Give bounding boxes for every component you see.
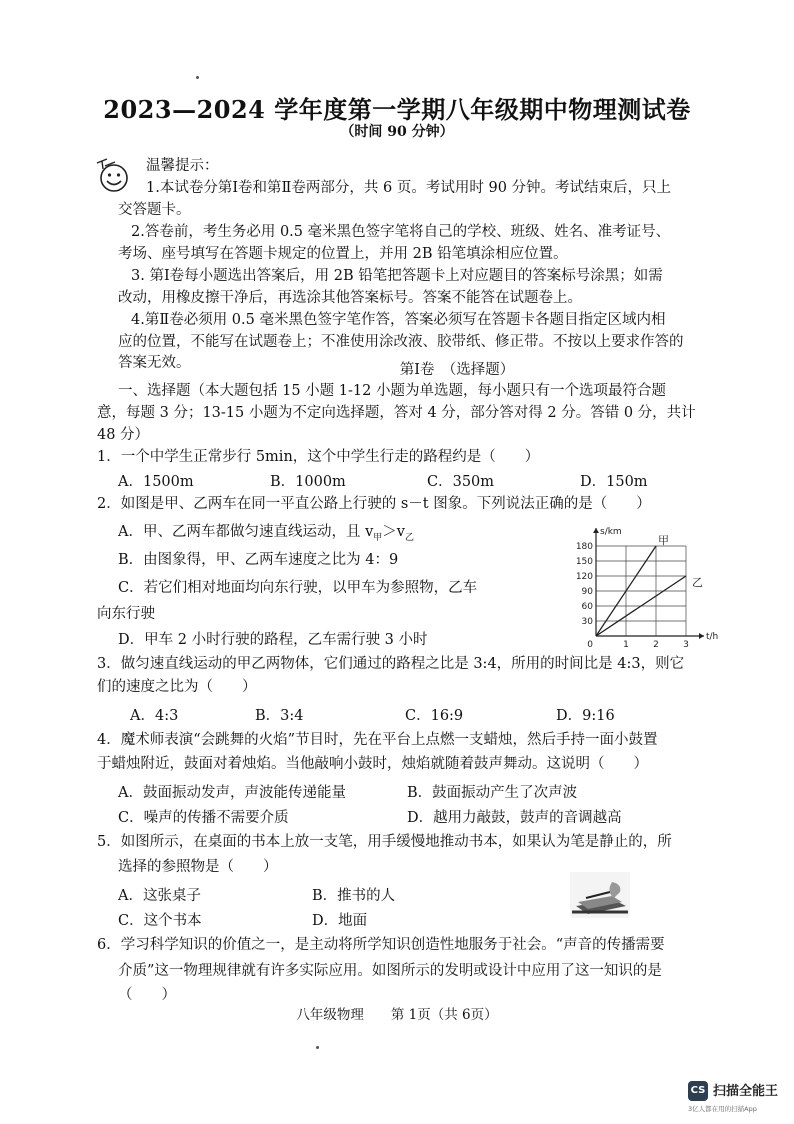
exam-title: 2023—2024 学年度第一学期八年级期中物理测试卷 [103,95,691,124]
y-tick-label: 150 [575,557,593,567]
question-6-stem: 6．学习科学知识的价值之一，是主动将所学知识创造性地服务于社会。“声音的传播需要 [97,937,665,953]
y-tick-label: 180 [575,542,593,552]
x-axis-label: t/h [706,632,719,642]
x-tick-label: 1 [623,640,629,650]
x-tick-label: 0 [587,640,593,650]
question-2-stem: 2．如图是甲、乙两车在同一平直公路上行驶的 s－t 图象。下列说法正确的是（ ） [97,496,651,512]
scan-speck [316,1046,319,1049]
subscript-jia: 甲 [373,532,383,543]
scanner-tagline: 3亿人都在用的扫描App [688,1105,757,1113]
y-axis-label: s/km [600,527,622,537]
subscript-yi: 乙 [405,532,415,543]
question-4-option-d[interactable]: D．越用力敲鼓，鼓声的音调越高 [407,810,622,826]
question-5-stem: 5．如图所示，在桌面的书本上放一支笔，用手缓慢地推动书本，如果认为笔是静止的，所 [97,834,672,850]
section-intro: 48 分） [97,427,150,443]
series-label-1: 甲 [658,534,669,547]
question-1-option-c[interactable]: C．350m [427,474,495,490]
tips-line: 考场、座号填写在答题卡规定的位置上，并用 2B 铅笔填涂相应位置。 [118,246,568,262]
tips-heading: 温馨提示： [146,158,219,174]
question-2-option-c-cont: 向东行驶 [97,606,155,622]
tips-line: 应的位置，不能写在试题卷上；不准使用涂改液、胶带纸、修正带。不按以上要求作答的 [118,334,684,350]
tips-line: 交答题卡。 [118,202,191,218]
question-5-stem: 选择的参照物是（ ） [118,859,278,875]
question-3-option-b[interactable]: B．3:4 [255,708,304,724]
question-5-option-d[interactable]: D．地面 [312,913,368,929]
option-a-mid: ＞v [382,524,405,540]
question-4-stem: 于蜡烛附近，鼓面对着烛焰。当他敲响小鼓时，烛焰就随着鼓声舞动。这说明（ ） [97,756,648,772]
question-2-option-c[interactable]: C．若它们相对地面均向东行驶，以甲车为参照物，乙车 [118,580,478,596]
x-tick-label: 2 [653,640,659,650]
question-1-stem: 1．一个中学生正常步行 5min，这个中学生行走的路程约是（ ） [97,449,540,465]
x-tick-label: 3 [683,640,689,650]
section-title: 第Ⅰ卷 （选择题） [399,362,515,378]
section-intro: 一、选择题（本大题包括 15 小题 1-12 小题为单选题，每小题只有一个选项最符合题 [118,383,666,399]
question-3-option-c[interactable]: C．16:9 [405,708,464,724]
tips-line: 答案无效。 [118,355,191,371]
question-5-option-a[interactable]: A．这张桌子 [118,888,201,904]
question-2-option-b[interactable]: B．由图象得，甲、乙两车速度之比为 4：9 [118,552,399,568]
question-1-option-a[interactable]: A．1500m [118,474,194,490]
tips-line: 改动，用橡皮擦干净后，再选涂其他答案标号。答案不能答在试题卷上。 [118,290,582,306]
question-2-option-d[interactable]: D．甲车 2 小时行驶的路程，乙车需行驶 3 小时 [118,632,428,648]
tips-line: 1.本试卷分第Ⅰ卷和第Ⅱ卷两部分，共 6 页。考试用时 90 分钟。考试结束后，只上 [146,180,672,196]
question-5-option-b[interactable]: B．推书的人 [312,888,396,904]
scanner-logo-icon: CS [688,1081,708,1101]
scanner-brand: 扫描全能王 [713,1084,779,1099]
tips-line: 4.第Ⅱ卷必须用 0.5 毫米黑色签字笔作答，答案必须写在答题卡各题目指定区域内相 [131,312,666,328]
y-tick-label: 120 [575,572,593,582]
question-2-option-a[interactable] [118,520,414,543]
question-3-option-d[interactable]: D．9:16 [556,708,615,724]
question-3-stem: 3．做匀速直线运动的甲乙两物体，它们通过的路程之比是 3:4，所用的时间比是 4:3，则它 [97,656,685,672]
question-1-option-b[interactable]: B．1000m [270,474,346,490]
y-tick-label: 90 [581,587,593,597]
question-4-option-b[interactable]: B．鼓面振动产生了次声波 [407,785,578,801]
y-tick-label: 60 [581,602,593,612]
question-6-stem: 介质”这一物理规律就有许多实际应用。如图所示的发明或设计中应用了这一知识的是 [118,963,662,979]
s-t-chart [572,524,722,652]
smiley-icon [93,155,133,195]
question-4-stem: 4．魔术师表演“会跳舞的火焰”节目时，先在平台上点燃一支蜡烛，然后手持一面小鼓置 [97,732,658,748]
question-6-stem: （ ） [118,987,176,1003]
tips-line: 2.答卷前，考生务必用 0.5 毫米黑色签字笔将自己的学校、班级、姓名、准考证号、 [131,224,671,240]
section-intro: 意，每题 3 分；13-15 小题为不定向选择题，答对 4 分，部分答对得 2 分。答错 0 分，共计 [97,405,696,421]
question-5-option-c[interactable]: C．这个书本 [118,913,202,929]
x-axis-arrow [699,633,704,639]
option-a-text: A．甲、乙两车都做匀速直线运动，且 v [118,524,374,540]
question-4-option-a[interactable]: A．鼓面振动发声，声波能传递能量 [118,785,346,801]
tips-line: 3. 第Ⅰ卷每小题选出答案后，用 2B 铅笔把答题卡上对应题目的答案标号涂黑；如需 [131,268,663,284]
exam-duration: （时间 90 分钟） [340,124,454,140]
book-pen-image [570,872,630,918]
question-3-stem: 们的速度之比为（ ） [97,679,257,695]
y-tick-label: 30 [581,617,593,627]
page-footer: 八年级物理 第 1页（共 6页） [296,1007,498,1023]
question-1-option-d[interactable]: D．150m [580,474,648,490]
question-4-option-c[interactable]: C．噪声的传播不需要介质 [118,810,289,826]
y-axis-arrow [593,528,599,533]
series-label-2: 乙 [692,576,703,589]
question-3-option-a[interactable]: A．4:3 [130,708,179,724]
scan-speck [196,76,199,79]
